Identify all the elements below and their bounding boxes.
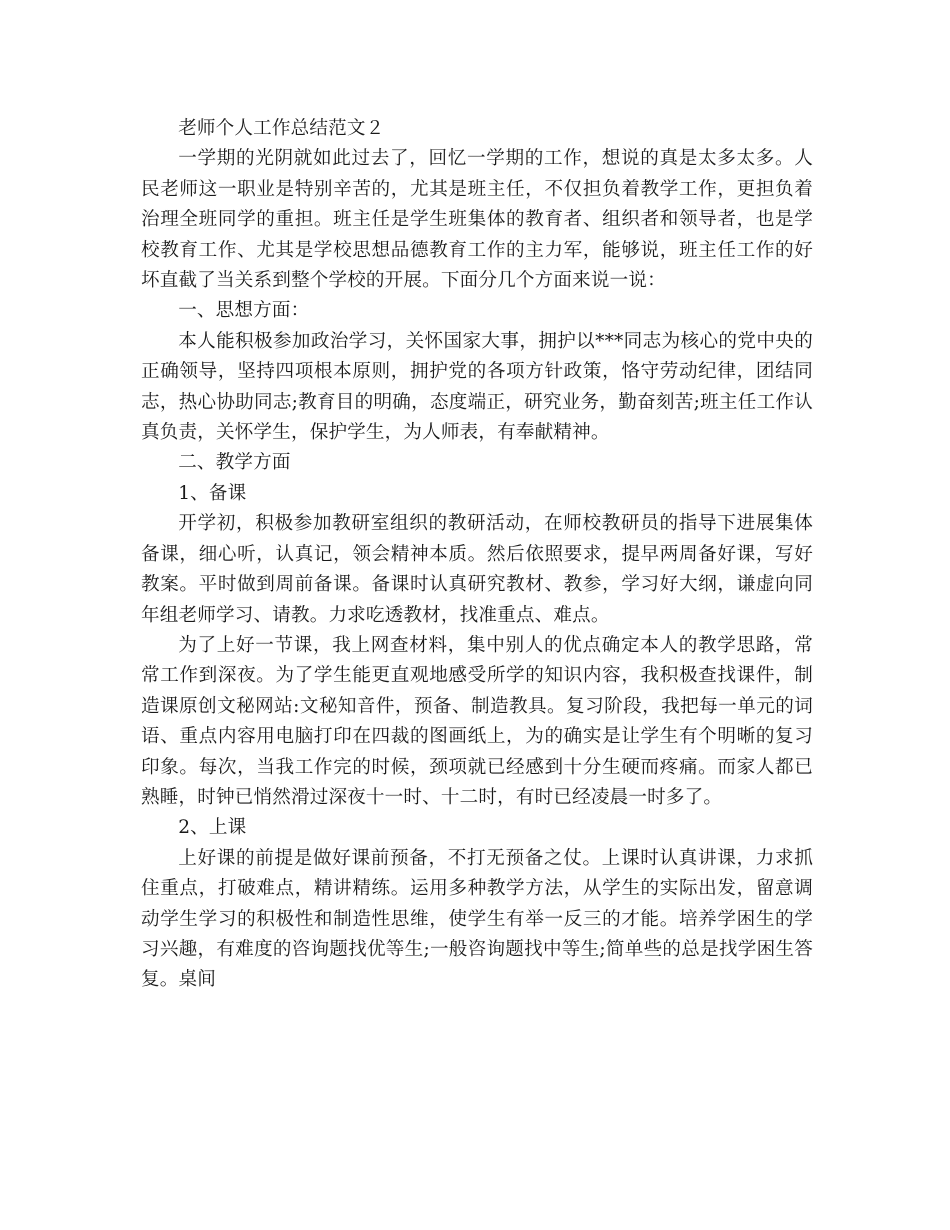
paragraph-class: 上好课的前提是做好课前预备，不打无预备之仗。上课时认真讲课，力求抓住重点，打破难点，精讲精练。运用多种教学方法，从学生的实际出发，留意调动学生学习的积极性和制造性思维，使学生有举一反三的才能。培养学困生的学习兴趣，有难度的咨询题找优等生;一般咨询题找中等生;简单些的总是找学困生答复。桌间 <box>141 847 813 991</box>
paragraph-ideology: 本人能积极参加政治学习，关怀国家大事，拥护以***同志为核心的党中央的正确领导，坚持四项根本原则，拥护党的各项方针政策，恪守劳动纪律，团结同志，热心协助同志;教育目的明确，态度端正，研究业务，勤奋刻苦;班主任工作认真负责，关怀学生，保护学生，为人师表，有奉献精神。 <box>141 330 813 444</box>
heading-ideology: 一、思想方面： <box>178 300 310 322</box>
paragraph-lesson-prep: 开学初，积极参加教研室组织的教研活动，在师校教研员的指导下进展集体备课，细心听，认真记，领会精神本质。然后依照要求，提早两周备好课，写好教案。平时做到周前备课。备课时认真研究教材、教参，学习好大纲，谦虚向同年组老师学习、请教。力求吃透教材，找准重点、难点。 <box>141 513 813 626</box>
document-body <box>141 114 813 996</box>
heading-class: 2、上课 <box>178 817 247 839</box>
document-title: 老师个人工作总结范文２ <box>178 118 385 139</box>
paragraph-intro: 一学期的光阴就如此过去了，回忆一学期的工作，想说的真是太多太多。人民老师这一职业是特别辛苦的，尤其是班主任，不仅担负着教学工作，更担负着治理全班同学的重担。班主任是学生班集体的教育者、组织者和领导者，也是学校教育工作、尤其是学校思想品德教育工作的主力军，能够说，班主任工作的好坏直截了当关系到整个学校的开展。下面分几个方面来说一说： <box>141 148 813 292</box>
heading-lesson-prep: 1、备课 <box>178 482 247 504</box>
heading-teaching: 二、教学方面 <box>178 452 291 474</box>
paragraph-materials: 为了上好一节课，我上网查材料，集中别人的优点确定本人的教学思路，常常工作到深夜。为了学生能更直观地感受所学的知识内容，我积极查找课件，制造课原创文秘网站:文秘知音件，预备、制造教具。复习阶段，我把每一单元的词语、重点内容用电脑打印在四裁的图画纸上，为的确实是让学生有个明晰的复习印象。每次，当我工作完的时候，颈项就已经感到十分生硬而疼痛。而家人都已熟睡，时钟已悄然滑过深夜十一时、十二时，有时已经凌晨一时多了。 <box>141 634 813 808</box>
